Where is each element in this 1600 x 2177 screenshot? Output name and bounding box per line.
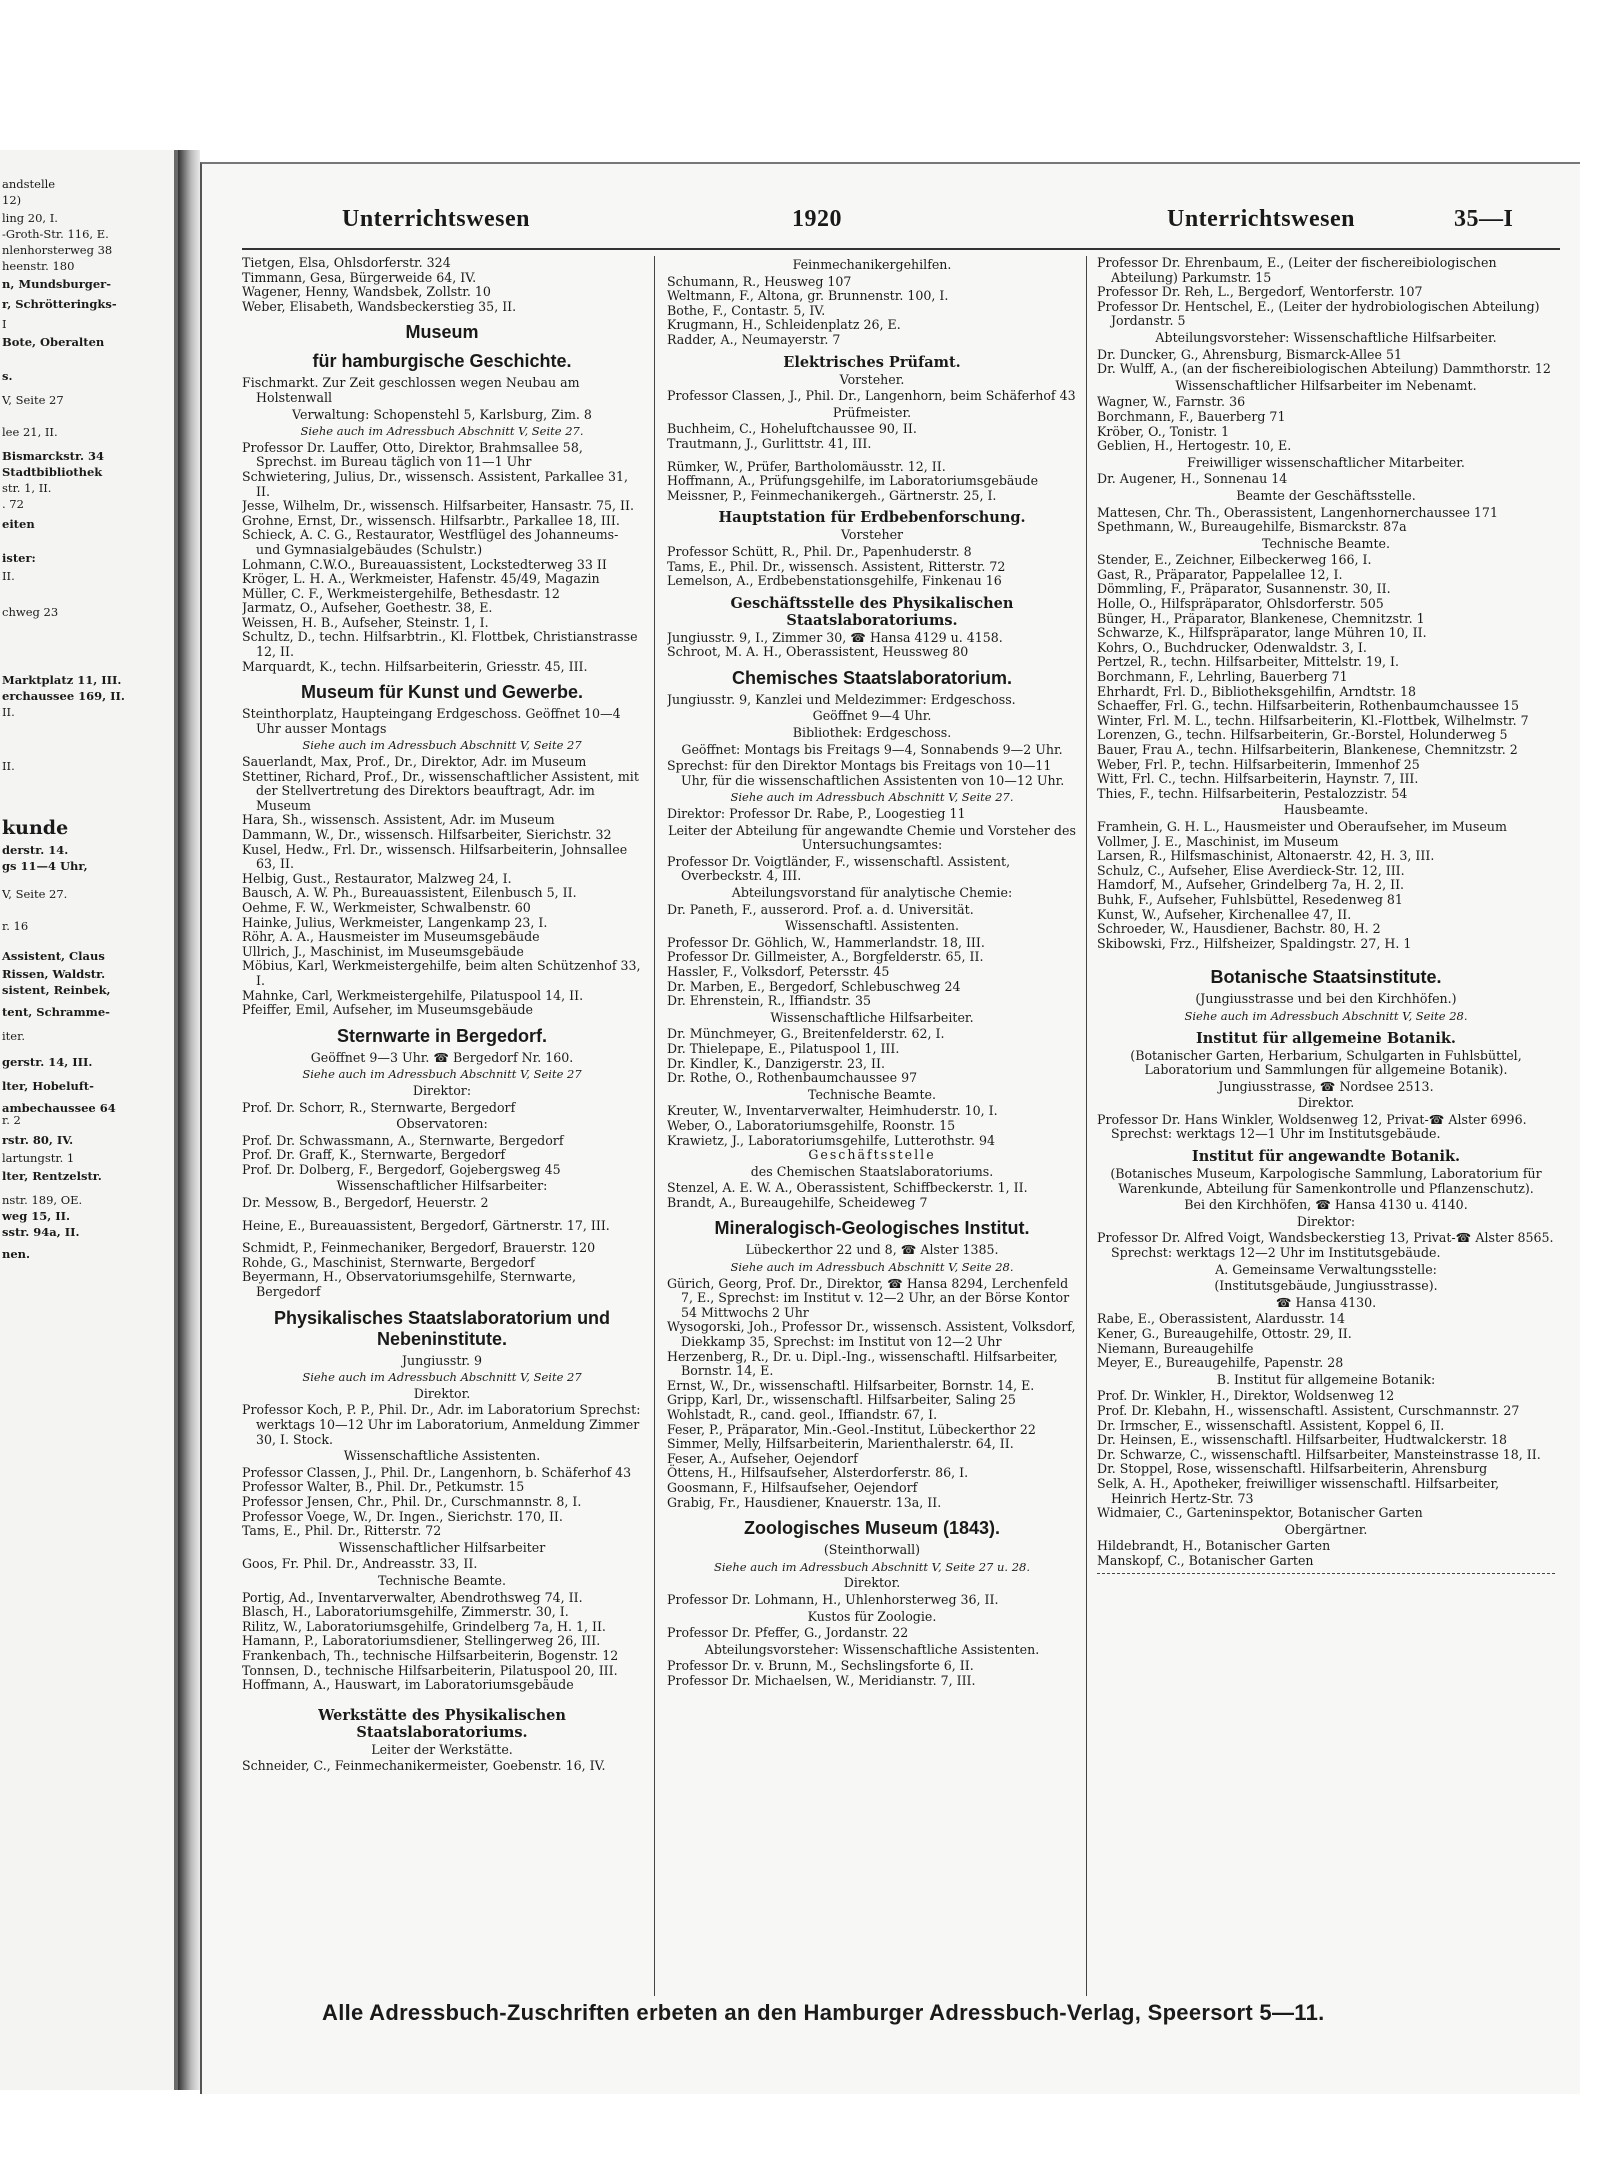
- directory-entry: Dr. Kindler, K., Danzigerstr. 23, II.: [667, 1055, 885, 1071]
- directory-entry: Dr. Münchmeyer, G., Breitenfelderstr. 62, I.: [667, 1026, 945, 1042]
- subheading: Wissenschaftliche Hilfsarbeiter.: [770, 1009, 974, 1025]
- directory-entry: Meyer, E., Bureaugehilfe, Papenstr. 28: [1097, 1355, 1344, 1371]
- subheading: Abteilungsvorsteher: Wissenschaftliche Hilfsarbeiter.: [1155, 329, 1497, 345]
- directory-entry: Professor Dr. Michaelsen, W., Meridianstr. 7, III.: [667, 1672, 976, 1688]
- directory-entry: Heine, E., Bureauassistent, Bergedorf, Gärtnerstr. 17, III.: [242, 1217, 610, 1233]
- directory-entry: Prof. Dr. Winkler, H., Direktor, Woldsenweg 12: [1097, 1388, 1395, 1404]
- directory-entry: Professor Dr. Alfred Voigt, Wandsbeckerstieg 13, Privat-☎ Alster 8565. Sprechst: werktags 12—2 Uhr im Institutsgebäude.: [1097, 1230, 1554, 1261]
- subheading: (Institutsgebäude, Jungiusstrasse).: [1214, 1278, 1438, 1294]
- directory-entry: Schroeder, W., Hausdiener, Bachstr. 80, H. 2: [1097, 921, 1381, 937]
- directory-entry: Professor Walter, B., Phil. Dr., Petkumstr. 15: [242, 1479, 525, 1495]
- directory-entry: Kunst, W., Aufseher, Kirchenallee 47, II.: [1097, 906, 1352, 922]
- directory-entry: Rilitz, W., Laboratoriumsgehilfe, Grindelberg 7a, H. 1, II.: [242, 1618, 606, 1634]
- directory-entry: Schulz, C., Aufseher, Elise Averdieck-Str. 12, III.: [1097, 862, 1405, 878]
- directory-entry: Frankenbach, Th., technische Hilfsarbeiterin, Bogenstr. 12: [242, 1647, 619, 1663]
- directory-entry: Grabig, Fr., Hausdiener, Knauerstr. 13a, II.: [667, 1494, 942, 1510]
- directory-entry: Dammann, W., Dr., wissensch. Hilfsarbeiter, Sierichstr. 32: [242, 827, 612, 842]
- header-year: 1920: [792, 206, 842, 232]
- directory-entry: Goosmann, F., Hilfsaufseher, Oejendorf: [667, 1479, 918, 1495]
- previous-page-line: 12): [2, 193, 22, 207]
- previous-page-line: derstr. 14.: [2, 843, 69, 857]
- previous-page-line: Bote, Oberalten: [2, 335, 105, 349]
- section-heading: Elektrisches Prüfamt.: [783, 353, 961, 371]
- directory-entry: Steinthorplatz, Haupteingang Erdgeschoss. Geöffnet 10—4 Uhr ausser Montags: [242, 706, 621, 736]
- directory-entry: Schwietering, Julius, Dr., wissensch. Assistent, Parkallee 31, II.: [242, 468, 629, 499]
- directory-entry: Larsen, R., Hilfsmaschinist, Altonaerstr. 42, H. 3, III.: [1097, 848, 1435, 864]
- directory-entry: Professor Dr. Ehrenbaum, E., (Leiter der fischereibiologischen Abteilung) Parkumstr. 15: [1097, 256, 1497, 285]
- directory-entry: Kröber, O., Tonistr. 1: [1097, 423, 1230, 439]
- previous-page-line: n, Mundsburger-: [2, 277, 111, 291]
- subheading: (Botanisches Museum, Karpologische Sammlung, Laboratorium für Warenkunde, Abteilung für Samenkontrolle und Pflanzenschutz).: [1110, 1166, 1542, 1196]
- institution-heading: Chemisches Staatslaboratorium.: [731, 667, 1013, 688]
- directory-entry: Rabe, E., Oberassistent, Alardusstr. 14: [1097, 1311, 1345, 1327]
- page-footer: Alle Adressbuch-Zuschriften erbeten an den Hamburger Adressbuch-Verlag, Speersort 5—11.: [322, 2000, 1325, 2025]
- cross-reference: Siehe auch im Adressbuch Abschnitt V, Seite 27: [302, 1370, 582, 1385]
- directory-entry: Dr. Heinsen, E., wissenschaftl. Hilfsarbeiter, Hudtwalckerstr. 18: [1097, 1432, 1508, 1448]
- directory-entry: Feser, P., Präparator, Min.-Geol.-Institut, Lübeckerthor 22: [667, 1421, 1036, 1437]
- institution-heading: Museum für Kunst und Gewerbe.: [300, 682, 584, 703]
- directory-entry: Professor Voege, W., Dr. Ingen., Sierichstr. 170, II.: [242, 1508, 563, 1524]
- subheading: Direktor.: [413, 1385, 471, 1401]
- directory-entry: Jesse, Wilhelm, Dr., wissensch. Hilfsarbeiter, Hansastr. 75, II.: [242, 498, 634, 514]
- directory-entry: Prof. Dr. Schorr, R., Sternwarte, Bergedorf: [242, 1099, 516, 1115]
- directory-entry: Professor Schütt, R., Phil. Dr., Papenhuderstr. 8: [667, 543, 972, 559]
- cross-reference: Siehe auch im Adressbuch Abschnitt V, Seite 27: [302, 1067, 582, 1082]
- subheading: Obergärtner.: [1284, 1521, 1368, 1537]
- directory-entry: Tams, E., Phil. Dr., Ritterstr. 72: [242, 1523, 442, 1539]
- directory-entry: Jarmatz, O., Aufseher, Goethestr. 38, E.: [242, 600, 493, 616]
- subheading: A. Gemeinsame Verwaltungsstelle:: [1215, 1261, 1437, 1277]
- directory-entry: Holle, O., Hilfspräparator, Ohlsdorferstr. 505: [1097, 596, 1384, 612]
- column-3: [1097, 256, 1555, 1996]
- directory-entry: Beyermann, H., Observatoriumsgehilfe, Sternwarte, Bergedorf: [242, 1269, 577, 1300]
- subheading: des Chemischen Staatslaboratoriums.: [750, 1163, 994, 1179]
- previous-page-line: ister:: [2, 551, 36, 565]
- subheading: Leiter der Abteilung für angewandte Chemie und Vorsteher des Untersuchungsamtes:: [668, 822, 1076, 853]
- directory-entry: Krugmann, H., Schleidenplatz 26, E.: [667, 317, 901, 333]
- previous-page-line: tent, Schramme-: [2, 1005, 110, 1019]
- institution-heading: Botanische Staatsinstitute.: [1210, 967, 1442, 988]
- directory-entry: Kohrs, O., Buchdrucker, Odenwaldstr. 3, I.: [1097, 639, 1367, 655]
- directory-entry: Professor Classen, J., Phil. Dr., Langenhorn, beim Schäferhof 43: [667, 388, 1076, 404]
- directory-entry: Lorenzen, G., techn. Hilfsarbeiterin, Gr.-Borstel, Holunderweg 5: [1097, 727, 1508, 743]
- institution-heading: Mineralogisch-Geologisches Institut.: [714, 1218, 1030, 1239]
- column-divider: [654, 256, 655, 1996]
- directory-entry: Tonnsen, D., technische Hilfsarbeiterin, Pilatuspool 20, III.: [242, 1662, 618, 1678]
- directory-entry: Hainke, Julius, Werkmeister, Langenkamp 23, I.: [242, 914, 548, 930]
- directory-entry: Prof. Dr. Klebahn, H., wissenschaftl. Assistent, Curschmannstr. 27: [1097, 1402, 1520, 1418]
- previous-page-line: Marktplatz 11, III.: [2, 673, 122, 687]
- directory-entry: Vollmer, J. E., Maschinist, im Museum: [1097, 833, 1339, 849]
- header-right-title: Unterrichtswesen: [1167, 206, 1355, 232]
- directory-entry: Dr. Augener, H., Sonnenau 14: [1097, 471, 1288, 487]
- directory-entry: Dr. Stoppel, Rose, wissenschaftl. Hilfsarbeiterin, Ahrensburg: [1097, 1461, 1488, 1477]
- directory-entry: Tams, E., Phil. Dr., wissensch. Assistent, Ritterstr. 72: [667, 558, 1006, 574]
- subheading: Direktor.: [843, 1575, 901, 1591]
- directory-page: [200, 162, 1580, 2094]
- directory-entry: Weltmann, F., Altona, gr. Brunnenstr. 100, I.: [667, 288, 949, 304]
- directory-entry: Buhk, F., Aufseher, Fuhlsbüttel, Resedenweg 81: [1097, 891, 1403, 907]
- previous-page-line: str. 1, II.: [2, 481, 52, 495]
- directory-entry: Dr. Messow, B., Bergedorf, Heuerstr. 2: [242, 1195, 489, 1211]
- directory-entry: Weber, Frl. P., techn. Hilfsarbeiterin, Immenhof 25: [1097, 756, 1420, 772]
- directory-entry: Schaeffer, Frl. G., techn. Hilfsarbeiterin, Rothenbaumchaussee 15: [1097, 698, 1519, 714]
- previous-page-line: I: [2, 317, 7, 331]
- directory-entry: Kusel, Hedw., Frl. Dr., wissensch. Hilfsarbeiterin, Johnsallee 63, II.: [242, 841, 628, 872]
- previous-page-line: s.: [2, 369, 13, 383]
- directory-entry: Brandt, A., Bureaugehilfe, Scheideweg 7: [667, 1194, 928, 1210]
- subheading: Geöffnet: Montags bis Freitags 9—4, Sonnabends 9—2 Uhr.: [681, 741, 1063, 757]
- directory-entry: Bauer, Frau A., techn. Hilfsarbeiterin, Blankenese, Chemnitzstr. 2: [1097, 742, 1518, 757]
- directory-entry: Professor Dr. v. Brunn, M., Sechslingsforte 6, II.: [667, 1658, 974, 1674]
- directory-entry: Trautmann, J., Gurlittstr. 41, III.: [667, 435, 872, 451]
- directory-entry: Timmann, Gesa, Bürgerweide 64, IV.: [242, 269, 477, 285]
- directory-entry: Hamdorf, M., Aufseher, Grindelberg 7a, H. 2, II.: [1097, 877, 1405, 893]
- previous-page-line: . 72: [2, 497, 24, 511]
- directory-entry: Schieck, A. C. G., Restaurator, Westflügel des Johanneums- und Gymnasialgebäudes (Schulstr.): [242, 527, 619, 557]
- directory-entry: Weissen, H. B., Aufseher, Steinstr. 1, I.: [242, 614, 489, 630]
- directory-entry: Dömmling, F., Präparator, Susannenstr. 30, II.: [1097, 581, 1391, 597]
- directory-entry: Mattesen, Chr. Th., Oberassistent, Langenhornerchaussee 171: [1097, 504, 1498, 520]
- subheading: Beamte der Geschäftsstelle.: [1236, 487, 1416, 503]
- directory-entry: Goos, Fr. Phil. Dr., Andreasstr. 33, II.: [242, 1556, 478, 1572]
- directory-entry: Rohde, G., Maschinist, Sternwarte, Bergedorf: [242, 1254, 535, 1270]
- cross-reference: Siehe auch im Adressbuch Abschnitt V, Seite 27 u. 28.: [713, 1559, 1031, 1574]
- previous-page-line: kunde: [2, 817, 69, 839]
- directory-entry: Schneider, C., Feinmechanikermeister, Goebenstr. 16, IV.: [242, 1758, 606, 1774]
- directory-entry: Mahnke, Carl, Werkmeistergehilfe, Pilatuspool 14, II.: [242, 987, 584, 1003]
- directory-entry: Lohmann, C.W.O., Bureauassistent, Lockstedterweg 33 II: [242, 556, 607, 572]
- column-divider: [1086, 256, 1087, 1996]
- institution-heading: Physikalisches Staatslaboratorium und Nebeninstitute.: [273, 1307, 611, 1349]
- subheading: Kustos für Zoologie.: [807, 1608, 937, 1624]
- directory-entry: Marquardt, K., techn. Hilfsarbeiterin, Griesstr. 45, III.: [242, 658, 588, 674]
- directory-entry: Möbius, Karl, Werkmeistergehilfe, beim alten Schützenhof 33, I.: [242, 958, 641, 988]
- cross-reference: Siehe auch im Adressbuch Abschnitt V, Seite 27.: [730, 790, 1014, 805]
- directory-entry: Stender, E., Zeichner, Eilbeckerweg 166, I.: [1097, 552, 1372, 568]
- previous-page-line: chweg 23: [2, 605, 59, 619]
- directory-entry: Bothe, F., Contastr. 5, IV.: [667, 302, 826, 318]
- book-gutter: [178, 150, 200, 2090]
- subheading: Wissenschaftlicher Hilfsarbeiter: [338, 1539, 546, 1555]
- previous-page-line: II.: [2, 759, 15, 773]
- directory-entry: Dr. Paneth, F., ausserord. Prof. a. d. Universität.: [667, 901, 974, 917]
- section-heading: Werkstätte des Physikalischen Staatslaboratoriums.: [318, 1706, 566, 1741]
- previous-page-line: V, Seite 27.: [2, 887, 68, 901]
- directory-entry: Professor Dr. Lohmann, H., Uhlenhorsterweg 36, II.: [667, 1591, 999, 1607]
- cross-reference: Siehe auch im Adressbuch Abschnitt V, Seite 28.: [730, 1260, 1014, 1275]
- directory-entry: Professor Dr. Lauffer, Otto, Direktor, Brahmsallee 58, Sprechst. im Bureau täglich von 11—1 Uhr: [242, 439, 583, 470]
- directory-entry: Prof. Dr. Dolberg, F., Bergedorf, Gojebergsweg 45: [242, 1161, 561, 1177]
- column-1: [242, 256, 642, 1996]
- directory-entry: Schultz, D., techn. Hilfsarbtrin., Kl. Flottbek, Christianstrasse 12, II.: [242, 629, 638, 660]
- previous-page-line: ling 20, I.: [2, 211, 58, 225]
- previous-page-line: r. 16: [2, 919, 29, 933]
- directory-entry: Blasch, H., Laboratoriumsgehilfe, Zimmerstr. 30, I.: [242, 1604, 569, 1620]
- subheading: Jungiusstrasse, ☎ Nordsee 2513.: [1218, 1078, 1434, 1094]
- cross-reference: Siehe auch im Adressbuch Abschnitt V, Seite 28.: [1184, 1008, 1468, 1023]
- directory-entry: Ernst, W., Dr., wissenschaftl. Hilfsarbeiter, Bornstr. 14, E.: [667, 1377, 1035, 1393]
- section-heading: Institut für allgemeine Botanik.: [1196, 1029, 1456, 1047]
- directory-entry: Borchmann, F., Lehrling, Bauerberg 71: [1097, 669, 1348, 685]
- directory-entry: Framhein, G. H. L., Hausmeister und Oberaufseher, im Museum: [1097, 818, 1507, 834]
- subheading: Leiter der Werkstätte.: [371, 1741, 513, 1757]
- previous-page-line: weg 15, II.: [2, 1209, 71, 1223]
- directory-entry: Schumann, R., Heusweg 107: [667, 273, 852, 289]
- directory-entry: Kener, G., Bureaugehilfe, Ottostr. 29, II.: [1097, 1326, 1352, 1341]
- directory-entry: Lemelson, A., Erdbebenstationsgehilfe, Finkenau 16: [667, 573, 1002, 589]
- directory-entry: Professor Jensen, Chr., Phil. Dr., Curschmannstr. 8, I.: [242, 1493, 582, 1509]
- directory-entry: Herzenberg, R., Dr. u. Dipl.-Ing., wissenschaftl. Hilfsarbeiter, Bornstr. 14, E.: [667, 1348, 1058, 1379]
- directory-entry: Borchmann, F., Bauerberg 71: [1097, 408, 1286, 424]
- subheading: Wissenschaftl. Assistenten.: [785, 918, 959, 934]
- subheading: Prüfmeister.: [832, 404, 912, 420]
- directory-entry: Krawietz, J., Laboratoriumsgehilfe, Lutterothstr. 94: [667, 1132, 996, 1148]
- directory-entry: Skibowski, Frz., Hilfsheizer, Spaldingstr. 27, H. 1: [1097, 935, 1412, 951]
- directory-entry: Bausch, A. W. Ph., Bureauassistent, Eilenbusch 5, II.: [242, 885, 577, 901]
- subheading: (Steinthorwall): [823, 1542, 921, 1558]
- subheading: Jungiusstr. 9: [401, 1352, 483, 1368]
- section-heading: Geschäftsstelle des Physikalischen Staatslaboratoriums.: [730, 594, 1014, 629]
- institution-heading: Sternwarte in Bergedorf.: [336, 1025, 548, 1046]
- previous-page-line: rstr. 80, IV.: [2, 1133, 74, 1147]
- section-heading: Hauptstation für Erdbebenforschung.: [718, 509, 1026, 527]
- directory-entry: Winter, Frl. M. L., techn. Hilfsarbeiterin, Kl.-Flottbek, Wilhelmstr. 7: [1097, 712, 1529, 728]
- directory-entry: Öttens, H., Hilfsaufseher, Alsterdorferstr. 86, I.: [667, 1465, 969, 1481]
- spacer: [1097, 951, 1555, 959]
- directory-entry: Schroot, M. A. H., Oberassistent, Heussweg 80: [667, 644, 969, 660]
- previous-page-line: Stadtbibliothek: [2, 465, 103, 479]
- previous-page-line: nen.: [2, 1247, 31, 1261]
- directory-entry: Hamann, P., Laboratoriumsdiener, Stellingerweg 26, III.: [242, 1633, 601, 1649]
- directory-entry: Jungiusstr. 9, I., Zimmer 30, ☎ Hansa 4129 u. 4158.: [667, 629, 1003, 645]
- subheading: Technische Beamte.: [1262, 535, 1390, 551]
- directory-entry: Selk, A. H., Apotheker, freiwilliger wissenschaftl. Hilfsarbeiter, Heinrich Hertz-Str. 73: [1097, 1475, 1500, 1506]
- cross-reference: Siehe auch im Adressbuch Abschnitt V, Seite 27: [302, 738, 582, 753]
- directory-entry: Hildebrandt, H., Botanischer Garten: [1097, 1538, 1331, 1554]
- directory-entry: Thies, F., techn. Hilfsarbeiterin, Pestalozzistr. 54: [1097, 785, 1408, 801]
- subheading: Bibliothek: Erdgeschoss.: [792, 725, 952, 741]
- directory-entry: Gürich, Georg, Prof. Dr., Direktor, ☎ Hansa 8294, Lerchenfeld 7, E., Sprechst: im Institut v. 12—2 Uhr, an der Börse Kontor 54 Mittwochs 2 Uhr: [667, 1275, 1070, 1320]
- previous-page-line: andstelle: [2, 177, 56, 191]
- previous-page-line: Rissen, Waldstr.: [2, 967, 106, 981]
- directory-entry: Dr. Thielepape, E., Pilatuspool 1, III.: [667, 1040, 900, 1056]
- directory-entry: Dr. Schwarze, C., wissenschaftl. Hilfsarbeiter, Mansteinstrasse 18, II.: [1097, 1446, 1541, 1462]
- previous-page-line: lee 21, II.: [2, 425, 58, 439]
- previous-page-fragment: [0, 150, 180, 2090]
- directory-entry: Professor Dr. Göhlich, W., Hammerlandstr. 18, III.: [667, 934, 985, 950]
- previous-page-line: sistent, Reinbek,: [2, 983, 111, 997]
- subheading: Feinmechanikergehilfen.: [792, 257, 952, 272]
- previous-page-line: ambechaussee 64: [2, 1101, 116, 1115]
- previous-page-line: II.: [2, 705, 15, 719]
- subheading: (Botanischer Garten, Herbarium, Schulgarten in Fuhlsbüttel, Laboratorium und Sammlungen für allgemeine Botanik).: [1130, 1047, 1522, 1078]
- directory-entry: Tietgen, Elsa, Ohlsdorferstr. 324: [242, 256, 451, 270]
- directory-entry: Buchheim, C., Hoheluftchaussee 90, II.: [667, 421, 917, 437]
- page-header: [202, 206, 1580, 244]
- subheading: Direktor.: [1297, 1095, 1355, 1111]
- directory-entry: Dr. Marben, E., Bergedorf, Schlebuschweg 24: [667, 978, 961, 994]
- directory-entry: Pfeiffer, Emil, Aufseher, im Museumsgebäude: [242, 1002, 533, 1018]
- directory-entry: Wysogorski, Joh., Professor Dr., wissensch. Assistent, Volksdorf, Diekkamp 35, Sprechst: im Institut von 12—2 Uhr: [667, 1319, 1076, 1350]
- subheading: Observatoren:: [396, 1116, 488, 1132]
- directory-entry: Oehme, F. W., Werkmeister, Schwalbenstr. 60: [242, 899, 531, 915]
- directory-entry: Wohlstadt, R., cand. geol., Iffiandstr. 67, I.: [667, 1407, 938, 1422]
- dashed-rule: [1097, 1573, 1555, 1574]
- subheading: Hausbeamte.: [1283, 802, 1369, 818]
- previous-page-line: iter.: [2, 1029, 25, 1043]
- directory-entry: Professor Koch, P. P., Phil. Dr., Adr. im Laboratorium Sprechst: werktags 10—12 Uhr im Laboratorium, Anmeldung Zimmer 30, I. Stock.: [242, 1402, 641, 1447]
- previous-page-line: -Groth-Str. 116, E.: [2, 227, 109, 241]
- header-rule: [242, 248, 1560, 250]
- directory-entry: Portig, Ad., Inventarverwalter, Abendrothsweg 74, II.: [242, 1589, 583, 1605]
- previous-page-line: sstr. 94a, II.: [2, 1225, 80, 1239]
- directory-entry: Kröger, L. H. A., Werkmeister, Hafenstr. 45/49, Magazin: [242, 571, 600, 587]
- previous-page-line: gerstr. 14, III.: [2, 1055, 93, 1069]
- subheading: Abteilungsvorsteher: Wissenschaftliche Assistenten.: [704, 1641, 1040, 1657]
- directory-entry: Feser, A., Aufseher, Oejendorf: [667, 1450, 858, 1466]
- previous-page-line: heenstr. 180: [2, 259, 75, 273]
- subheading: Technische Beamte.: [378, 1572, 506, 1588]
- directory-entry: Radder, A., Neumayerstr. 7: [667, 331, 841, 347]
- directory-entry: Geblien, H., Hertogestr. 10, E.: [1097, 438, 1292, 454]
- previous-page-line: lartungstr. 1: [2, 1151, 75, 1165]
- subheading: Wissenschaftlicher Hilfsarbeiter im Nebenamt.: [1175, 377, 1477, 393]
- directory-entry: Prof. Dr. Graff, K., Sternwarte, Bergedorf: [242, 1147, 506, 1163]
- subheading: Freiwilliger wissenschaftlicher Mitarbeiter.: [1187, 454, 1465, 470]
- subheading: Bei den Kirchhöfen, ☎ Hansa 4130 u. 4140.: [1184, 1197, 1468, 1213]
- directory-entry: Simmer, Melly, Hilfsarbeiterin, Marienthalerstr. 64, II.: [667, 1436, 1014, 1452]
- subheading: Abteilungsvorstand für analytische Chemie:: [731, 885, 1013, 900]
- directory-entry: Helbig, Gust., Restaurator, Malzweg 24, I.: [242, 870, 512, 886]
- subheading: Geöffnet 9—3 Uhr. ☎ Bergedorf Nr. 160.: [310, 1049, 574, 1065]
- directory-entry: Dr. Duncker, G., Ahrensburg, Bismarck-Allee 51: [1097, 346, 1402, 362]
- directory-entry: Professor Dr. Hans Winkler, Woldsenweg 12, Privat-☎ Alster 6996. Sprechst: werktags 12—1 Uhr im Institutsgebäude.: [1097, 1111, 1527, 1142]
- previous-page-line: gs 11—4 Uhr,: [2, 859, 88, 873]
- directory-entry: Fischmarkt. Zur Zeit geschlossen wegen Neubau am Holstenwall: [242, 375, 580, 405]
- subheading: Technische Beamte.: [808, 1086, 936, 1102]
- directory-entry: Meissner, P., Feinmechanikergeh., Gärtnerstr. 25, I.: [667, 487, 997, 503]
- directory-entry: Ehrhardt, Frl. D., Bibliotheksgehilfin, Arndtstr. 18: [1097, 683, 1416, 699]
- subheading: Lübeckerthor 22 und 8, ☎ Alster 1385.: [745, 1242, 999, 1258]
- subheading: Vorsteher.: [839, 371, 905, 387]
- previous-page-line: V, Seite 27: [2, 393, 64, 407]
- directory-entry: Dr. Irmscher, E., wissenschaftl. Assistent, Koppel 6, II.: [1097, 1417, 1445, 1433]
- directory-entry: Professor Classen, J., Phil. Dr., Langenhorn, b. Schäferhof 43: [242, 1464, 632, 1480]
- previous-page-line: eiten: [2, 517, 35, 531]
- previous-page-line: nstr. 189, OE.: [2, 1193, 83, 1207]
- subheading: Geöffnet 9—4 Uhr.: [812, 708, 932, 724]
- directory-entry: Stettiner, Richard, Prof., Dr., wissenschaftlicher Assistent, mit der Stellvertretung des Direktors beauftragt, Adr. im Museum: [242, 768, 639, 813]
- directory-entry: Ullrich, J., Maschinist, im Museumsgebäude: [242, 943, 524, 959]
- directory-entry: Witt, Frl. C., techn. Hilfsarbeiterin, Haynstr. 7, III.: [1097, 771, 1419, 787]
- previous-page-line: erchaussee 169, II.: [2, 689, 125, 703]
- previous-page-line: r, Schrötteringks-: [2, 297, 117, 311]
- institution-heading: Zoologisches Museum (1843).: [743, 1518, 1001, 1539]
- directory-entry: Schwarze, K., Hilfspräparator, lange Mühren 10, II.: [1097, 625, 1427, 641]
- page-number: 35—I: [1454, 206, 1514, 232]
- directory-entry: Rümker, W., Prüfer, Bartholomäusstr. 12, II.: [667, 458, 946, 474]
- header-left-title: Unterrichtswesen: [342, 206, 530, 232]
- spaced-subheading: Geschäftsstelle: [808, 1147, 936, 1163]
- column-2: [667, 256, 1077, 1996]
- directory-entry: Dr. Wulff, A., (an der fischereibiologischen Abteilung) Dammthorstr. 12: [1097, 361, 1551, 377]
- directory-entry: Jungiusstr. 9, Kanzlei und Meldezimmer: Erdgeschoss.: [667, 691, 1016, 707]
- directory-entry: Grohne, Ernst, Dr., wissensch. Hilfsarbtr., Parkallee 18, III.: [242, 512, 620, 528]
- spacer: [242, 1693, 642, 1701]
- cross-reference: Siehe auch im Adressbuch Abschnitt V, Seite 27.: [300, 424, 584, 439]
- directory-entry: Direktor: Professor Dr. Rabe, P., Loogestieg 11: [667, 806, 966, 822]
- directory-entry: Gast, R., Präparator, Pappelallee 12, I.: [1097, 566, 1343, 582]
- directory-entry: Professor Dr. Voigtländer, F., wissenschaftl. Assistent, Overbeckstr. 4, III.: [667, 853, 1011, 884]
- subheading: ☎ Hansa 4130.: [1275, 1294, 1377, 1310]
- directory-entry: Weber, O., Laboratoriumsgehilfe, Roonstr. 15: [667, 1117, 956, 1133]
- subheading: Direktor:: [412, 1082, 472, 1098]
- previous-page-line: II.: [2, 569, 15, 583]
- directory-entry: Pertzel, R., techn. Hilfsarbeiter, Mittelstr. 19, I.: [1097, 654, 1399, 670]
- previous-page-line: r. 2: [2, 1113, 21, 1127]
- directory-entry: Sprechst: für den Direktor Montags bis Freitags von 10—11 Uhr, für die wissenschaftlichen Assistenten von 10—12 Uhr.: [667, 758, 1065, 788]
- directory-entry: Widmaier, C., Garteninspektor, Botanischer Garten: [1097, 1505, 1423, 1521]
- directory-entry: Hassler, F., Volksdorf, Petersstr. 45: [667, 963, 890, 979]
- directory-entry: Müller, C. F., Werkmeistergehilfe, Bethesdastr. 12: [242, 585, 560, 601]
- subheading: (Jungiusstrasse und bei den Kirchhöfen.): [1195, 991, 1457, 1007]
- previous-page-line: nlenhorsterweg 38: [2, 243, 113, 257]
- directory-entry: Niemann, Bureaugehilfe: [1097, 1340, 1254, 1356]
- directory-entry: Professor Dr. Reh, L., Bergedorf, Wentorferstr. 107: [1097, 284, 1423, 300]
- previous-page-line: Bismarckstr. 34: [2, 449, 105, 463]
- directory-entry: Wagner, W., Farnstr. 36: [1097, 394, 1246, 410]
- directory-entry: Spethmann, W., Bureaugehilfe, Bismarckstr. 87a: [1097, 519, 1407, 535]
- subheading: B. Institut für allgemeine Botanik:: [1216, 1371, 1436, 1387]
- directory-entry: Professor Dr. Pfeffer, G., Jordanstr. 22: [667, 1625, 909, 1641]
- subheading: Direktor:: [1296, 1213, 1356, 1229]
- institution-heading: Museum: [405, 322, 479, 343]
- directory-entry: Hoffmann, A., Hauswart, im Laboratoriumsgebäude: [242, 1677, 574, 1693]
- subheading: Wissenschaftlicher Hilfsarbeiter:: [336, 1178, 548, 1194]
- directory-entry: Prof. Dr. Schwassmann, A., Sternwarte, Bergedorf: [242, 1132, 564, 1148]
- directory-entry: Hara, Sh., wissensch. Assistent, Adr. im Museum: [242, 812, 555, 828]
- subheading: Verwaltung: Schopenstehl 5, Karlsburg, Zim. 8: [292, 406, 592, 422]
- institution-heading: für hamburgische Geschichte.: [312, 351, 572, 372]
- directory-entry: Röhr, A. A., Hausmeister im Museumsgebäude: [242, 929, 540, 945]
- previous-page-line: Assistent, Claus: [2, 949, 105, 963]
- directory-entry: Hoffmann, A., Prüfungsgehilfe, im Laboratoriumsgebäude: [667, 473, 1039, 489]
- directory-entry: Dr. Rothe, O., Rothenbaumchaussee 97: [667, 1070, 918, 1086]
- previous-page-line: lter, Hobeluft-: [2, 1079, 94, 1093]
- directory-entry: Sauerlandt, Max, Prof., Dr., Direktor, Adr. im Museum: [242, 754, 587, 770]
- directory-entry: Gripp, Karl, Dr., wissenschaftl. Hilfsarbeiter, Saling 25: [667, 1392, 1016, 1408]
- directory-entry: Professor Dr. Gillmeister, A., Borgfelderstr. 65, II.: [667, 949, 984, 965]
- directory-entry: Stenzel, A. E. W. A., Oberassistent, Schiffbeckerstr. 1, II.: [667, 1180, 1028, 1196]
- directory-entry: Wagener, Henny, Wandsbek, Zollstr. 10: [242, 284, 491, 300]
- directory-entry: Kreuter, W., Inventarverwalter, Heimhuderstr. 10, I.: [667, 1103, 998, 1119]
- directory-entry: Dr. Ehrenstein, R., Iffiandstr. 35: [667, 993, 872, 1009]
- subheading: Vorsteher: [840, 527, 904, 543]
- subheading: Wissenschaftliche Assistenten.: [343, 1448, 541, 1464]
- directory-entry: Schmidt, P., Feinmechaniker, Bergedorf, Brauerstr. 120: [242, 1240, 596, 1256]
- section-heading: Institut für angewandte Botanik.: [1191, 1148, 1461, 1166]
- previous-page-line: lter, Rentzelstr.: [2, 1169, 102, 1183]
- directory-entry: Manskopf, C., Botanischer Garten: [1097, 1552, 1314, 1568]
- directory-entry: Weber, Elisabeth, Wandsbeckerstieg 35, II.: [242, 298, 517, 314]
- directory-entry: Bünger, H., Präparator, Blankenese, Chemnitzstr. 1: [1097, 610, 1425, 626]
- directory-entry: Professor Dr. Hentschel, E., (Leiter der hydrobiologischen Abteilung) Jordanstr. 5: [1097, 298, 1540, 329]
